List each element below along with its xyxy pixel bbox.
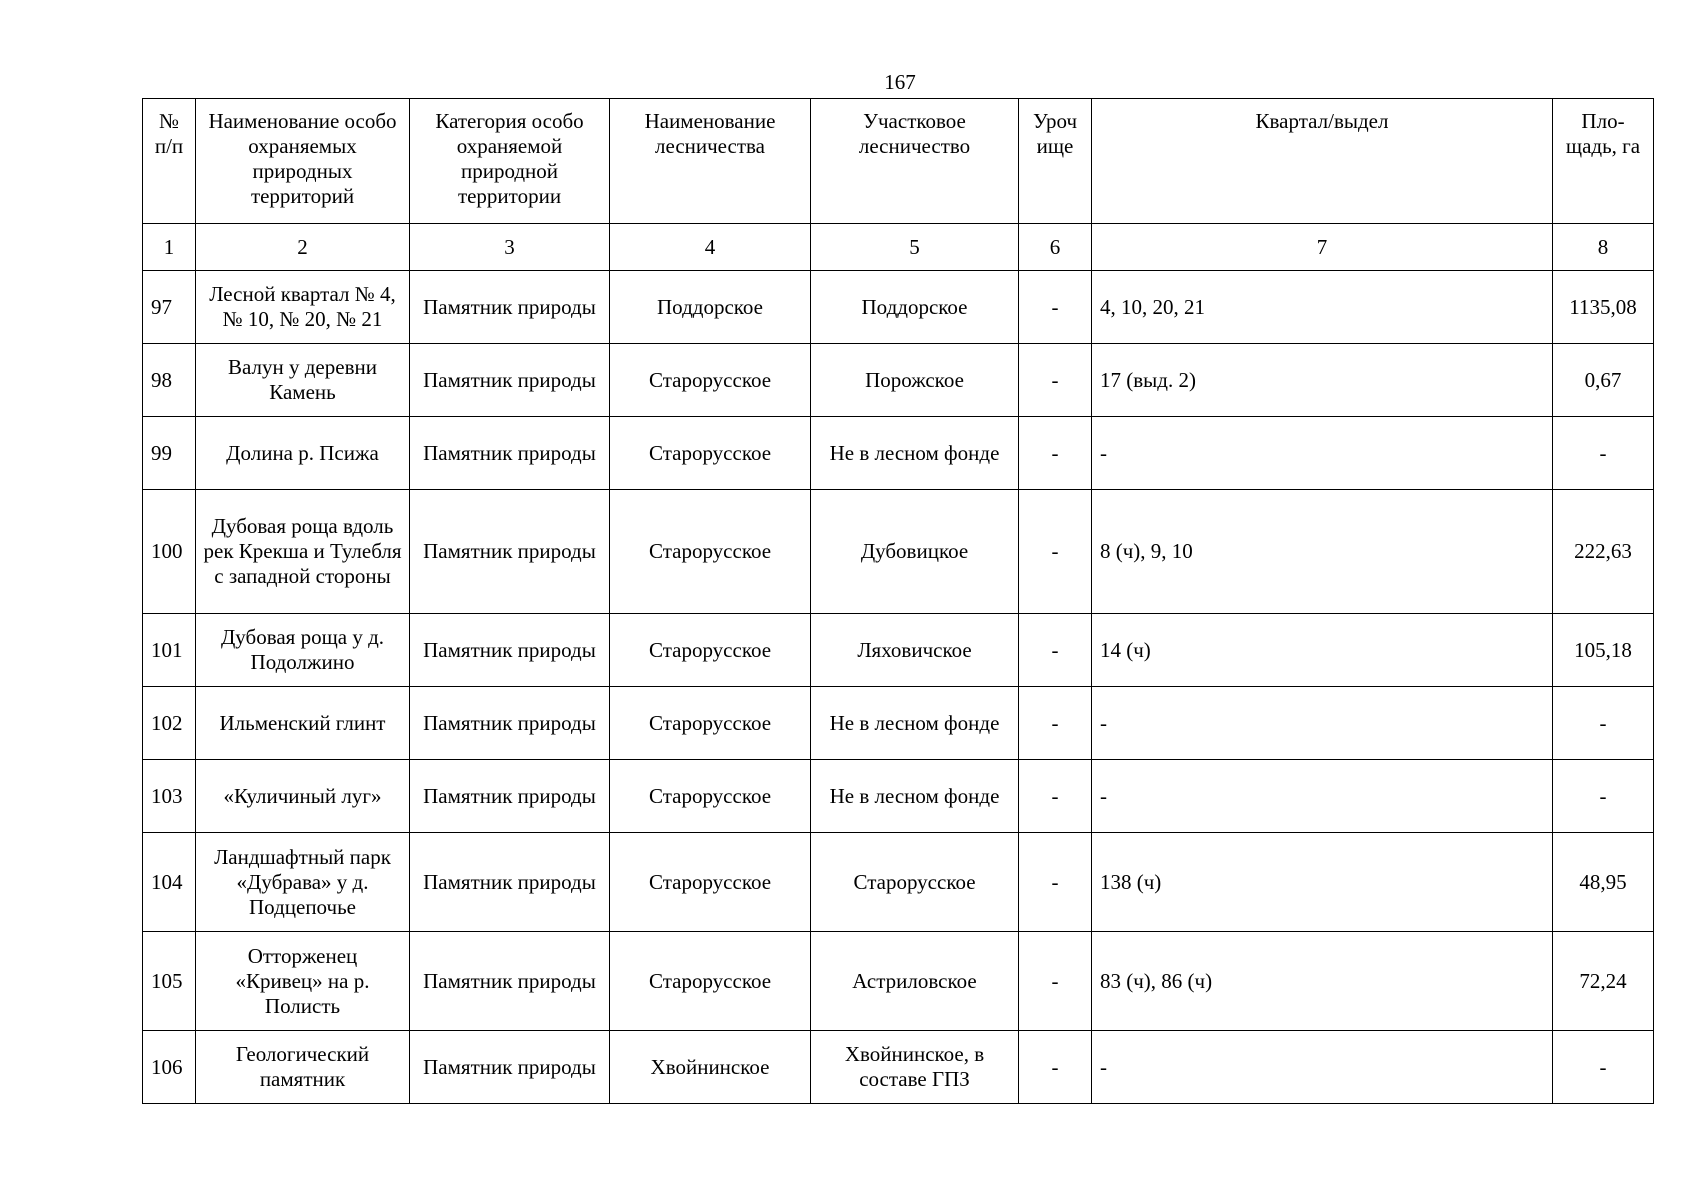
row-number: 105 — [143, 932, 196, 1031]
block-allotment: - — [1092, 417, 1553, 490]
area-name: Долина р. Псижа — [196, 417, 410, 490]
area-name: Ильменский глинт — [196, 687, 410, 760]
table-row — [143, 271, 1654, 344]
area-category: Памятник природы — [410, 1031, 610, 1104]
header-cell-district-forestry: Участковое лесничество — [811, 99, 1019, 224]
area-name: Геологический памятник — [196, 1031, 410, 1104]
area-hectares: - — [1553, 760, 1654, 833]
header-cell-block: Квартал/выдел — [1092, 99, 1553, 224]
area-name: Дубовая роща у д. Подолжино — [196, 614, 410, 687]
row-number: 102 — [143, 687, 196, 760]
column-number: 2 — [196, 224, 410, 271]
row-number: 104 — [143, 833, 196, 932]
column-number: 5 — [811, 224, 1019, 271]
block-allotment: - — [1092, 760, 1553, 833]
area-hectares: 0,67 — [1553, 344, 1654, 417]
forestry-name: Старорусское — [610, 490, 811, 614]
area-category: Памятник природы — [410, 614, 610, 687]
table-row — [143, 490, 1654, 614]
area-name: Лесной квартал № 4, № 10, № 20, № 21 — [196, 271, 410, 344]
area-name: Ландшафтный парк «Дубрава» у д. Подцепочье — [196, 833, 410, 932]
district-forestry: Старорусское — [811, 833, 1019, 932]
forestry-name: Старорусское — [610, 417, 811, 490]
row-number: 98 — [143, 344, 196, 417]
area-name: Валун у деревни Камень — [196, 344, 410, 417]
area-hectares: 1135,08 — [1553, 271, 1654, 344]
column-number: 4 — [610, 224, 811, 271]
tract: - — [1019, 344, 1092, 417]
column-number: 3 — [410, 224, 610, 271]
area-name: Дубовая роща вдоль рек Крекша и Тулебля с западной стороны — [196, 490, 410, 614]
table-row — [143, 614, 1654, 687]
block-allotment: 138 (ч) — [1092, 833, 1553, 932]
tract: - — [1019, 833, 1092, 932]
area-hectares: 72,24 — [1553, 932, 1654, 1031]
protected-areas-table — [142, 98, 1654, 1104]
forestry-name: Хвойнинское — [610, 1031, 811, 1104]
block-allotment: 8 (ч), 9, 10 — [1092, 490, 1553, 614]
district-forestry: Не в лесном фонде — [811, 417, 1019, 490]
page-number: 167 — [884, 70, 916, 94]
header-cell-number: № п/п — [143, 99, 196, 224]
block-allotment: 14 (ч) — [1092, 614, 1553, 687]
tract: - — [1019, 614, 1092, 687]
row-number: 106 — [143, 1031, 196, 1104]
area-category: Памятник природы — [410, 833, 610, 932]
table-row — [143, 687, 1654, 760]
area-category: Памятник природы — [410, 271, 610, 344]
header-cell-tract: Уроч ище — [1019, 99, 1092, 224]
forestry-name: Поддорское — [610, 271, 811, 344]
column-number-row — [143, 224, 1654, 271]
area-name: «Куличиный луг» — [196, 760, 410, 833]
district-forestry: Дубовицкое — [811, 490, 1019, 614]
row-number: 97 — [143, 271, 196, 344]
area-category: Памятник природы — [410, 490, 610, 614]
district-forestry: Порожское — [811, 344, 1019, 417]
forestry-name: Старорусское — [610, 614, 811, 687]
area-category: Памятник природы — [410, 760, 610, 833]
header-cell-area: Пло-щадь, га — [1553, 99, 1654, 224]
tract: - — [1019, 271, 1092, 344]
column-number: 6 — [1019, 224, 1092, 271]
area-hectares: - — [1553, 417, 1654, 490]
district-forestry: Не в лесном фонде — [811, 687, 1019, 760]
tract: - — [1019, 687, 1092, 760]
forestry-name: Старорусское — [610, 932, 811, 1031]
header-cell-category: Категория особо охраняемой природной территории — [410, 99, 610, 224]
row-number: 103 — [143, 760, 196, 833]
table-row — [143, 417, 1654, 490]
forestry-name: Старорусское — [610, 344, 811, 417]
column-number: 8 — [1553, 224, 1654, 271]
header-cell-name: Наименование особо охраняемых природных территорий — [196, 99, 410, 224]
area-category: Памятник природы — [410, 344, 610, 417]
table-row — [143, 932, 1654, 1031]
area-hectares: 105,18 — [1553, 614, 1654, 687]
district-forestry: Хвойнинское, в составе ГПЗ — [811, 1031, 1019, 1104]
row-number: 100 — [143, 490, 196, 614]
block-allotment: - — [1092, 687, 1553, 760]
table-row — [143, 760, 1654, 833]
column-number: 7 — [1092, 224, 1553, 271]
column-number: 1 — [143, 224, 196, 271]
area-category: Памятник природы — [410, 687, 610, 760]
table-row — [143, 833, 1654, 932]
district-forestry: Ляховичское — [811, 614, 1019, 687]
area-hectares: 222,63 — [1553, 490, 1654, 614]
tract: - — [1019, 490, 1092, 614]
block-allotment: 4, 10, 20, 21 — [1092, 271, 1553, 344]
tract: - — [1019, 417, 1092, 490]
block-allotment: - — [1092, 1031, 1553, 1104]
forestry-name: Старорусское — [610, 760, 811, 833]
area-name: Отторженец «Кривец» на р. Полисть — [196, 932, 410, 1031]
area-hectares: 48,95 — [1553, 833, 1654, 932]
area-hectares: - — [1553, 687, 1654, 760]
area-category: Памятник природы — [410, 932, 610, 1031]
block-allotment: 17 (выд. 2) — [1092, 344, 1553, 417]
table-row — [143, 344, 1654, 417]
tract: - — [1019, 760, 1092, 833]
header-row — [143, 99, 1654, 224]
table-row — [143, 1031, 1654, 1104]
forestry-name: Старорусское — [610, 833, 811, 932]
district-forestry: Поддорское — [811, 271, 1019, 344]
area-hectares: - — [1553, 1031, 1654, 1104]
district-forestry: Не в лесном фонде — [811, 760, 1019, 833]
row-number: 99 — [143, 417, 196, 490]
tract: - — [1019, 932, 1092, 1031]
block-allotment: 83 (ч), 86 (ч) — [1092, 932, 1553, 1031]
area-category: Памятник природы — [410, 417, 610, 490]
row-number: 101 — [143, 614, 196, 687]
tract: - — [1019, 1031, 1092, 1104]
district-forestry: Астриловское — [811, 932, 1019, 1031]
forestry-name: Старорусское — [610, 687, 811, 760]
header-cell-forestry: Наименование лесничества — [610, 99, 811, 224]
